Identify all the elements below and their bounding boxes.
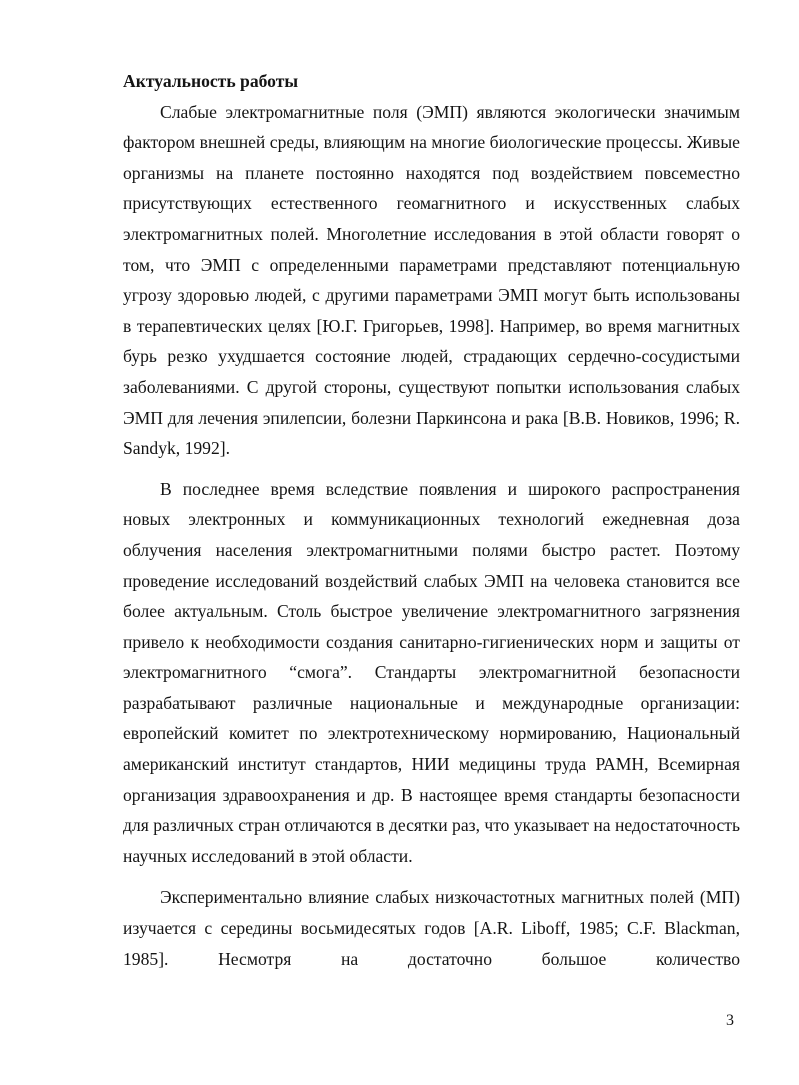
paragraph-2: В последнее время вследствие появления и широкого распространения новых электронных и коммуникационных технологий ежедневная доза облучения населения электромагнитными полями быстро растет. Поэтому проведение исследований воздействий слабых ЭМП на человека становится все более актуальным. Столь быстрое увеличение электромагнитного загрязнения привело к необходимости создания санитарно-гигиенических норм и защиты от электромагнитного “смога”. Стандарты электромагнитной безопасности разрабатывают различные национальные и международные организации: европейский комитет по электротехническому нормированию, Национальный американский институт стандартов, НИИ медицины труда РАМН, Всемирная организация здравоохранения и др. В настоящее время стандарты безопасности для различных стран отличаются в десятки раз, что указывает на недостаточность научных исследований в этой области. <box>123 478 741 866</box>
paragraph-3: Экспериментально влияние слабых низкочастотных магнитных полей (МП) изучается с середины восьмидесятых годов [A.R. Liboff, 1985; C.F. Blackman, 1985]. Несмотря на достаточно большое количество <box>123 887 740 969</box>
document-page <box>123 66 740 974</box>
paragraph-1: Слабые электромагнитные поля (ЭМП) являются экологически значимым фактором внешней среды, влияющим на многие биологические процессы. Живые организмы на планете постоянно находятся под воздействием повсеместно присутствующих естественного геомагнитного и искусственных слабых электромагнитных полей. Многолетние исследования в этой области говорят о том, что ЭМП с определенными параметрами представляют потенциальную угрозу здоровью людей, с другими параметрами ЭМП могут быть использованы в терапевтических целях [Ю.Г. Григорьев, 1998]. Например, во время магнитных бурь резко ухудшается состояние людей, страдающих сердечно-сосудистыми заболеваниями. С другой стороны, существуют попытки использования слабых ЭМП для лечения эпилепсии, болезни Паркинсона и рака [В.В. Новиков, 1996; R. Sandyk, 1992]. <box>123 101 740 459</box>
section-heading: Актуальность работы <box>123 71 299 91</box>
page-number: 3 <box>726 1012 734 1029</box>
